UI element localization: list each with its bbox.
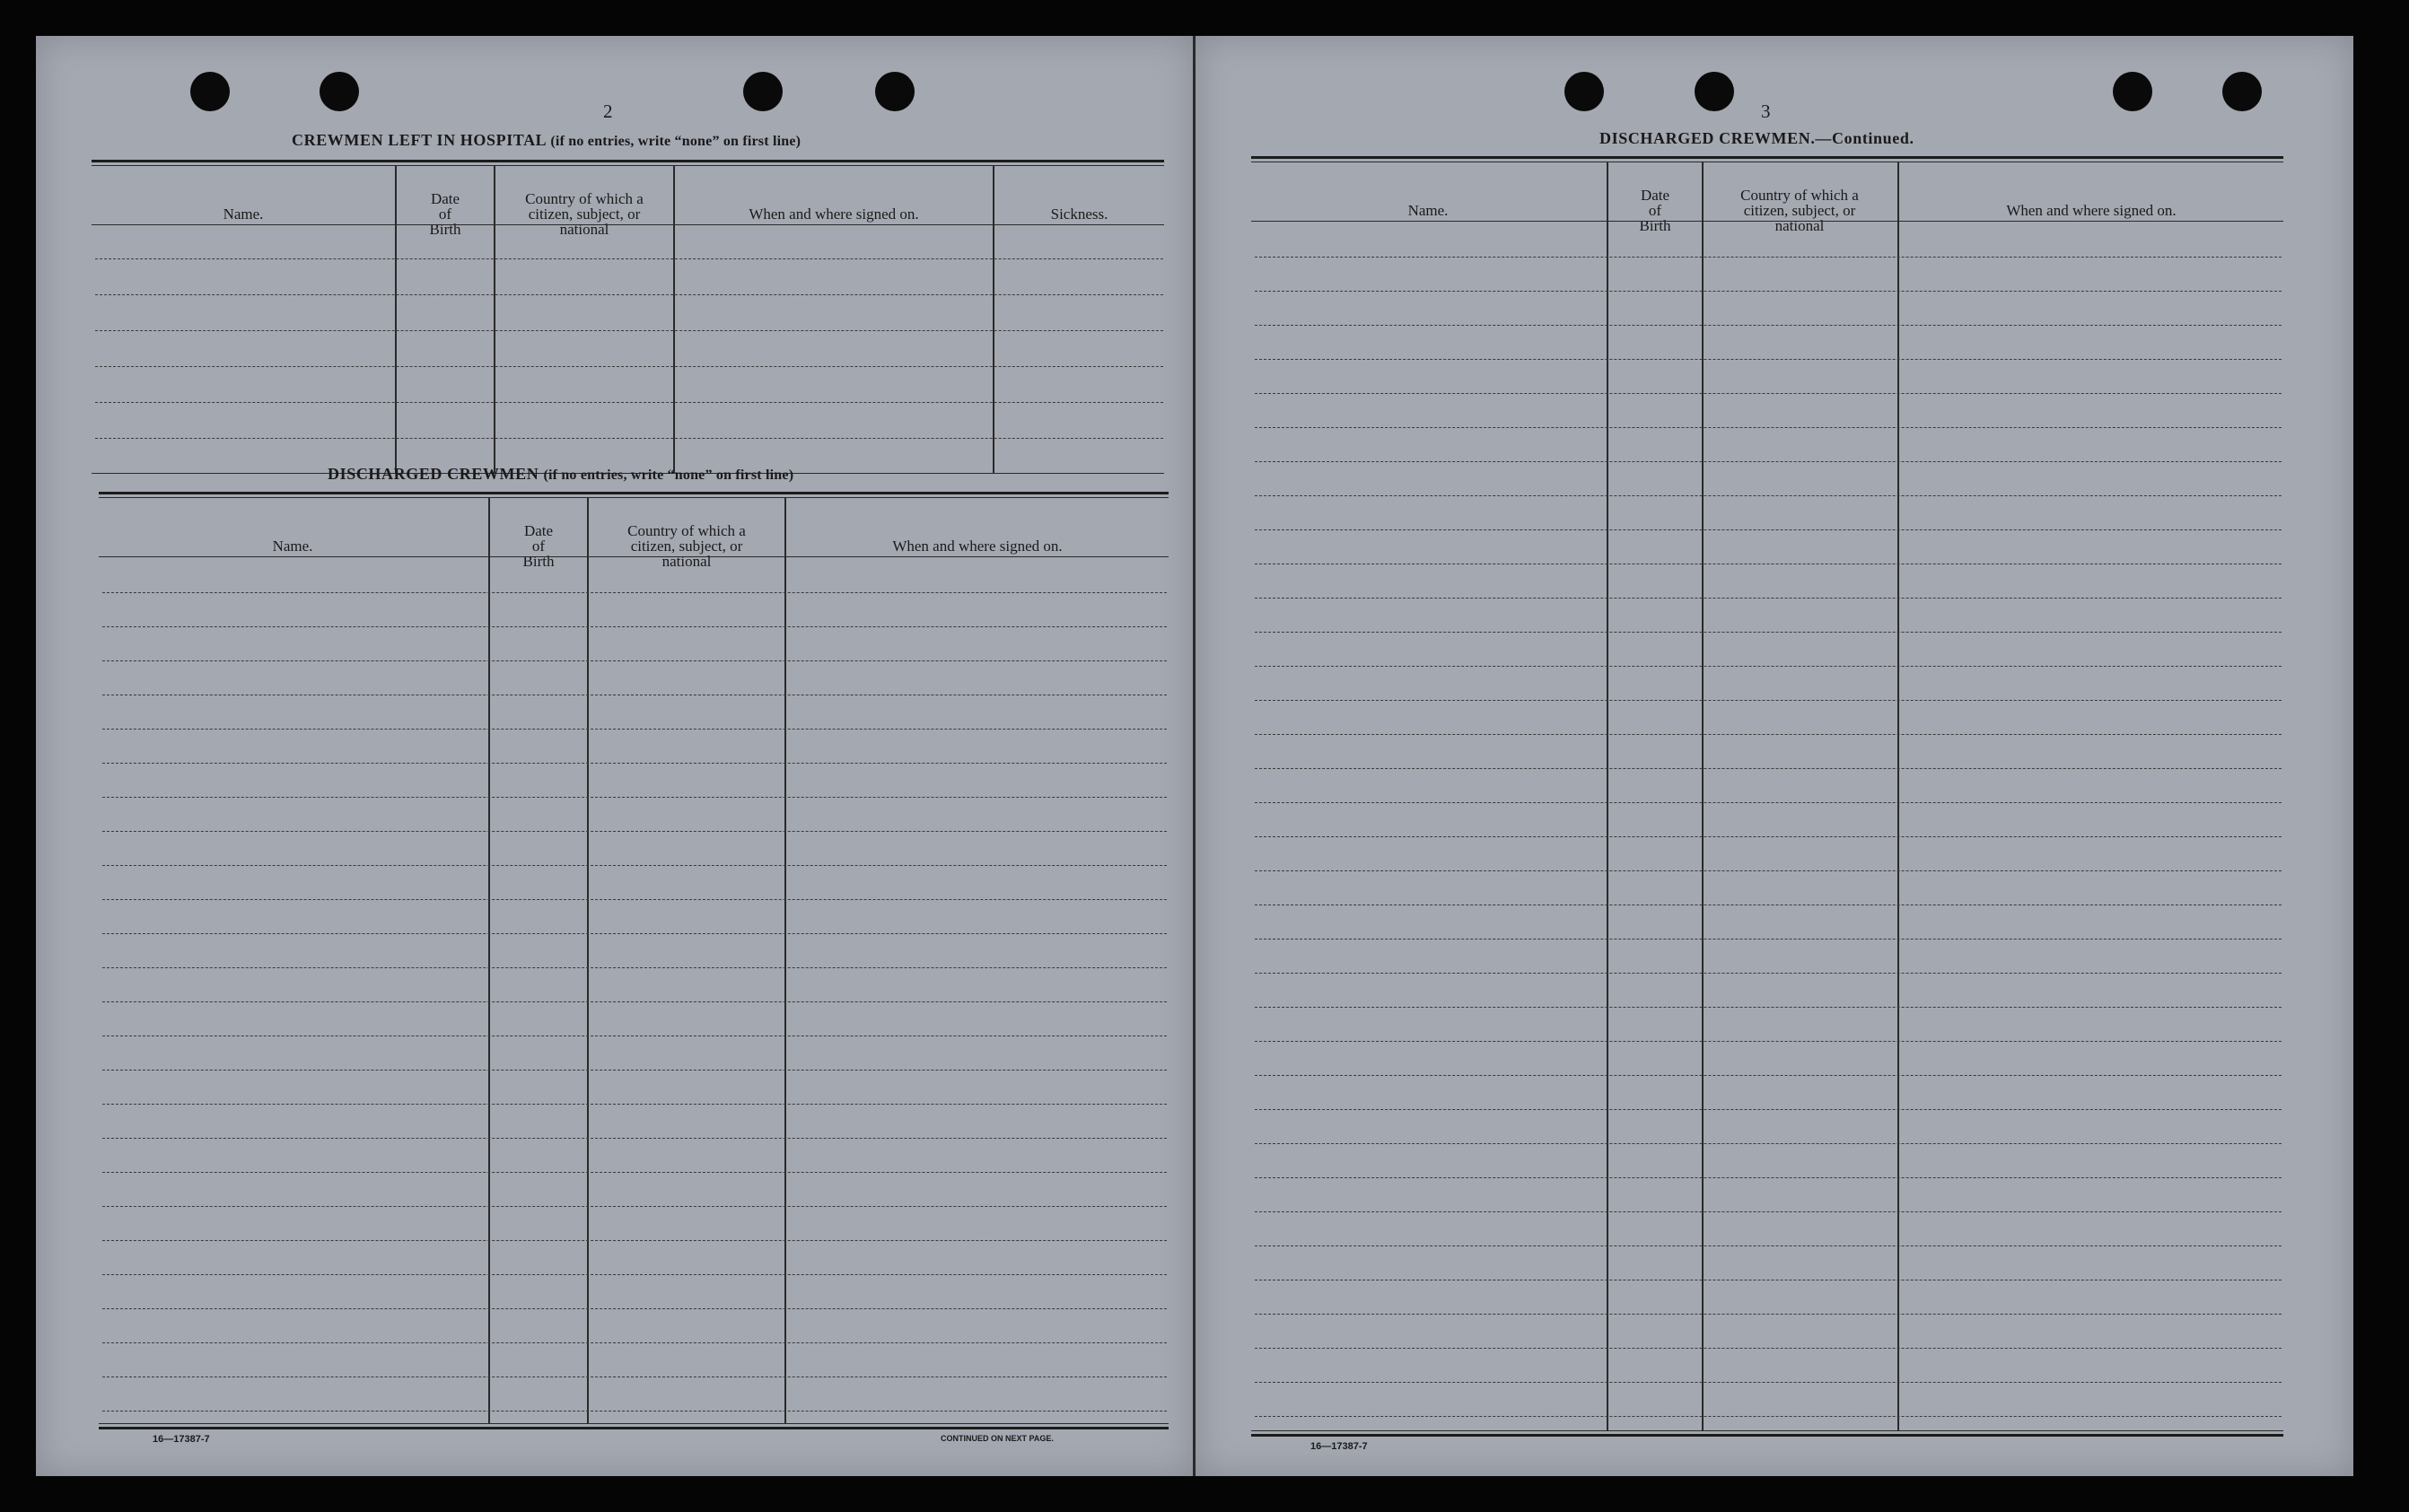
entry-line: [102, 933, 1167, 934]
entry-line: [102, 1342, 1167, 1343]
discharged-title-note: (if no entries, write “none” on first line): [543, 468, 794, 483]
column-divider: [1702, 162, 1704, 1430]
entry-line: [102, 1308, 1167, 1309]
entry-line: [102, 967, 1167, 968]
entry-line: [1255, 325, 2282, 326]
rule: [1251, 1434, 2283, 1437]
entry-line: [95, 258, 1163, 259]
rule: [1251, 1430, 2283, 1431]
entry-line: [1255, 734, 2282, 735]
header-dob-line: of: [438, 205, 452, 223]
entry-line: [1255, 393, 2282, 394]
hospital-title-text: CREWMEN LEFT IN HOSPITAL: [292, 131, 547, 149]
punch-hole: [1695, 72, 1734, 111]
header-country: [1704, 165, 1896, 255]
column-divider: [488, 497, 490, 1423]
rule: [1251, 221, 2283, 222]
entry-line: [102, 1104, 1167, 1105]
entry-line: [1255, 495, 2282, 496]
entry-line: [1255, 802, 2282, 803]
form-number: 16—17387-7: [1310, 1441, 1368, 1452]
punch-hole: [2222, 72, 2262, 111]
header-signed-on: When and where signed on.: [892, 537, 1063, 555]
rule: [1251, 156, 2283, 159]
rule: [99, 492, 1169, 494]
entry-line: [1255, 1075, 2282, 1076]
entry-line: [1255, 1348, 2282, 1349]
entry-line: [1255, 1109, 2282, 1110]
rule: [92, 165, 1164, 166]
punch-hole: [320, 72, 359, 111]
entry-line: [102, 660, 1167, 661]
header-country-line: Country of which a: [627, 521, 746, 539]
header-dob-line: of: [531, 537, 546, 555]
header-name: Name.: [223, 205, 264, 223]
discharged-title-text: DISCHARGED CREWMEN: [328, 465, 539, 483]
hospital-title-note: (if no entries, write “none” on first line): [550, 134, 802, 149]
entry-line: [102, 797, 1167, 798]
entry-line: [1255, 598, 2282, 599]
entry-line: [102, 831, 1167, 832]
entry-line: [95, 402, 1163, 403]
entry-line: [1255, 768, 2282, 769]
entry-line: [1255, 1041, 2282, 1042]
header-country-line: national: [559, 220, 609, 238]
entry-line: [1255, 1245, 2282, 1246]
entry-line: [1255, 1382, 2282, 1383]
entry-line: [1255, 836, 2282, 837]
header-country-line: national: [661, 552, 712, 570]
entry-line: [1255, 1143, 2282, 1144]
entry-line: [1255, 666, 2282, 667]
header-country-line: citizen, subject, or: [528, 205, 641, 223]
left-page: [36, 36, 1194, 1476]
header-country-line: citizen, subject, or: [630, 537, 743, 555]
entry-line: [1255, 461, 2282, 462]
entry-line: [95, 330, 1163, 331]
header-dob-line: Birth: [522, 552, 555, 570]
rule: [99, 497, 1169, 498]
entry-line: [1255, 700, 2282, 701]
entry-line: [1255, 257, 2282, 258]
continued-note: CONTINUED ON NEXT PAGE.: [941, 1434, 1054, 1443]
header-country: [589, 501, 784, 590]
entry-line: [102, 899, 1167, 900]
punch-hole: [743, 72, 783, 111]
entry-line: [102, 729, 1167, 730]
hospital-section-title: [292, 131, 801, 150]
rule: [99, 1423, 1169, 1424]
rule: [92, 224, 1164, 225]
column-divider: [1897, 162, 1899, 1430]
entry-line: [1255, 291, 2282, 292]
header-country-line: Country of which a: [525, 189, 644, 207]
entry-line: [1255, 1314, 2282, 1315]
header-dob-line: Date: [1640, 186, 1670, 204]
entry-line: [95, 438, 1163, 439]
entry-line: [1255, 1007, 2282, 1008]
entry-line: [102, 865, 1167, 866]
rule: [99, 1427, 1169, 1429]
column-divider: [395, 165, 397, 473]
rule: [99, 556, 1169, 557]
header-date-of-birth: [490, 501, 587, 590]
header-signed-on: When and where signed on.: [749, 205, 919, 223]
entry-line: [95, 366, 1163, 367]
discharged-section-title: [328, 465, 793, 484]
header-dob-line: of: [1648, 201, 1662, 219]
column-divider: [673, 165, 675, 473]
entry-line: [102, 1206, 1167, 1207]
punch-hole: [190, 72, 230, 111]
header-country-line: citizen, subject, or: [1743, 201, 1856, 219]
header-dob-line: Date: [430, 189, 460, 207]
entry-line: [102, 1240, 1167, 1241]
header-country-line: national: [1774, 216, 1825, 234]
punch-hole: [2113, 72, 2152, 111]
page-number: 2: [603, 101, 613, 122]
header-dob-line: Birth: [429, 220, 461, 238]
page-number: 3: [1761, 101, 1771, 122]
rule: [92, 160, 1164, 162]
entry-line: [95, 294, 1163, 295]
column-divider: [587, 497, 589, 1423]
entry-line: [102, 592, 1167, 593]
entry-line: [102, 1172, 1167, 1173]
right-section-title: DISCHARGED CREWMEN.—Continued.: [1599, 129, 1914, 147]
entry-line: [1255, 1416, 2282, 1417]
header-country: [495, 169, 673, 258]
entry-line: [1255, 1211, 2282, 1212]
entry-line: [1255, 1177, 2282, 1178]
punch-hole: [875, 72, 915, 111]
entry-line: [102, 626, 1167, 627]
entry-line: [1255, 529, 2282, 530]
entry-line: [1255, 939, 2282, 940]
header-date-of-birth: [397, 169, 494, 258]
entry-line: [102, 1274, 1167, 1275]
header-country-line: Country of which a: [1740, 186, 1859, 204]
entry-line: [1255, 973, 2282, 974]
right-page: [1196, 36, 2353, 1476]
entry-line: [1255, 870, 2282, 871]
header-name: Name.: [1407, 201, 1449, 219]
entry-line: [1255, 359, 2282, 360]
entry-line: [1255, 632, 2282, 633]
column-divider: [784, 497, 786, 1423]
header-date-of-birth: [1608, 165, 1702, 255]
header-name: Name.: [272, 537, 313, 555]
punch-hole: [1564, 72, 1604, 111]
form-number: 16—17387-7: [153, 1434, 210, 1445]
header-dob-line: Birth: [1639, 216, 1671, 234]
entry-line: [102, 1138, 1167, 1139]
column-divider: [1607, 162, 1608, 1430]
entry-line: [1255, 427, 2282, 428]
header-sickness: Sickness.: [1050, 205, 1108, 223]
entry-line: [102, 1070, 1167, 1071]
entry-line: [102, 763, 1167, 764]
header-dob-line: Date: [523, 521, 554, 539]
column-divider: [993, 165, 994, 473]
column-divider: [494, 165, 495, 473]
entry-line: [102, 1001, 1167, 1002]
header-signed-on: When and where signed on.: [2006, 201, 2177, 219]
